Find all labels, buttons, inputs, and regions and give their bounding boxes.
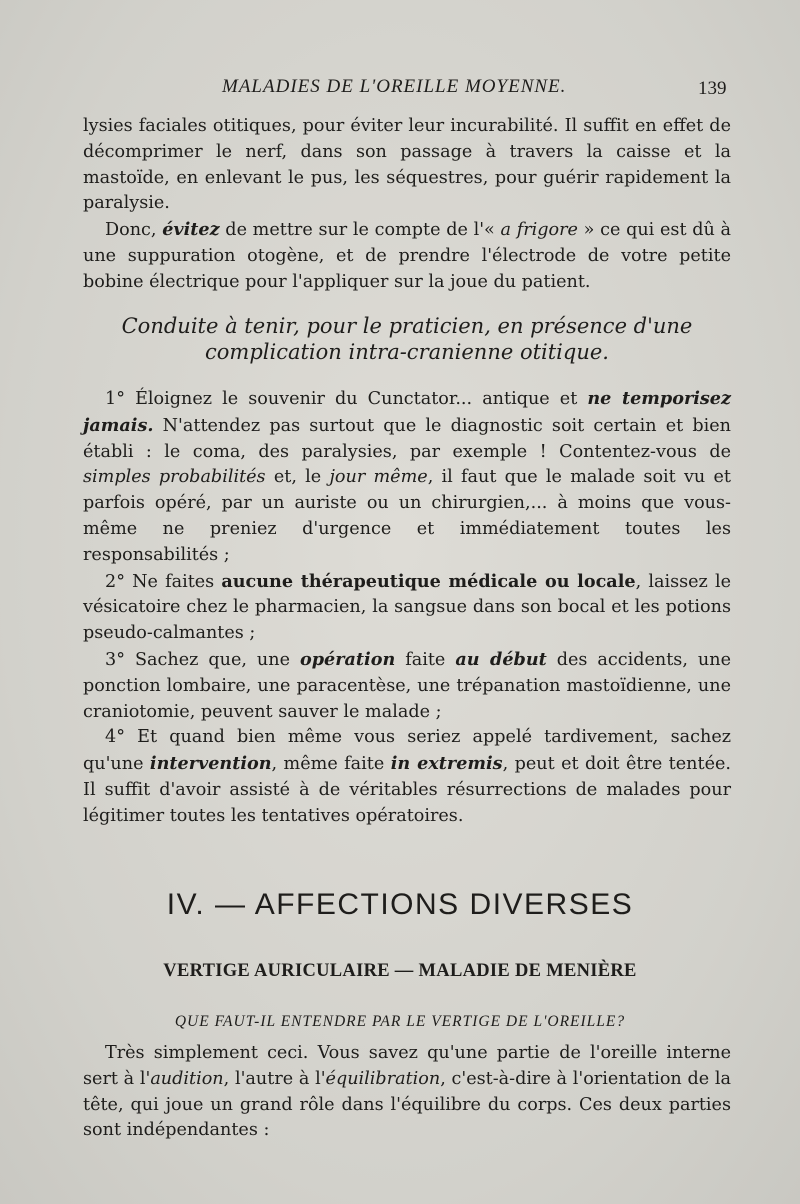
list-item: [83, 569, 731, 647]
text-run: Donc,: [105, 220, 163, 241]
emphasis-intervention: intervention: [149, 753, 272, 775]
list-item: [83, 647, 731, 725]
emphasis-aucune-therapeutique: aucune thérapeutique médicale ou locale: [221, 570, 636, 592]
page-header: [0, 76, 800, 102]
list-item: [83, 386, 731, 569]
text-run: 1° Éloignez le souvenir du Cunctator... antique et: [105, 389, 588, 409]
emphasis-ne-temporisez: ne temporisez jamais.: [83, 388, 731, 436]
text-run: 2° Ne faites: [105, 571, 222, 592]
text-run: , c'est-à-dire à l'orientation de la tête, qui joue un grand rôle dans l'équilibre du corps. Ces deux parties sont indépendantes :: [83, 1068, 731, 1141]
running-head: MALADIES DE L'OREILLE MOYENNE.: [222, 76, 567, 97]
top-text-block: [83, 114, 731, 296]
emphasis-equilibration: équilibration: [325, 1068, 441, 1089]
question-heading: QUE FAUT-IL ENTENDRE PAR LE VERTIGE DE L'OREILLE?: [174, 1013, 626, 1030]
emphasis-a-frigore: a frigore: [500, 220, 578, 241]
text-run: » ce qui est dû à une suppuration otogène, et de prendre l'électrode de votre petite bobine électrique pour l'appliquer sur la joue du patient.: [83, 220, 731, 292]
chapter-title: IV. — AFFECTIONS DIVERSES: [166, 888, 634, 921]
page-number: 139: [698, 78, 727, 99]
list-item: [83, 725, 731, 829]
text-run: faite: [395, 649, 456, 670]
text-run: , l'autre à l': [223, 1068, 326, 1089]
paragraph-facial-paralysis: lysies faciales otitiques, pour éviter leur incurabilité. Il suffit en effet de décomprimer le nerf, dans son passage à travers la caisse et la mastoïde, en enlevant le pus, les séquestres, pour guérir rapidement la paralysie.: [83, 116, 731, 214]
emphasis-jour-meme: jour même: [329, 467, 428, 488]
text-run: de mettre sur le compte de l'«: [219, 220, 501, 241]
emphasis-au-debut: au début: [455, 648, 547, 670]
text-run: , peut et doit être tentée. Il suffit d'avoir assisté à de véritables résurrections de malades pour légitimer toutes les tentatives opératoires.: [83, 754, 731, 826]
text-run: , il faut que le malade soit vu et parfois opéré, par un auriste ou un chirurgien,... à moins que vous-même ne preniez d'urgence et immédiatement toutes les responsabilités ;: [83, 467, 731, 565]
emphasis-in-extremis: in extremis: [390, 753, 503, 775]
emphasis-operation: opération: [300, 648, 396, 670]
paragraph-vertigo-explanation: [83, 1041, 731, 1144]
paragraph-avoid-frigore: [83, 217, 731, 295]
text-run: des accidents, une ponction lombaire, une paracentèse, une trépanation mastoïdienne, une craniotomie, peuvent sauver le malade ;: [83, 649, 731, 722]
text-run: N'attendez pas surtout que le diagnostic soit certain et bien établi : le coma, des paralysies, par exemple ! Contentez-vous de: [83, 415, 731, 462]
text-run: , laissez le vésicatoire chez le pharmacien, la sangsue dans son bocal et les potions pseudo-calmantes ;: [83, 571, 731, 644]
emphasis-simples-probabilites: simples probabilités: [83, 467, 266, 488]
emphasis-audition: audition: [150, 1068, 224, 1089]
emphasis-evitez: évitez: [162, 219, 220, 241]
text-run: , même faite: [271, 754, 391, 775]
section-heading: Conduite à tenir, pour le praticien, en présence d'une complication intra-cranienne otitique.: [121, 314, 693, 364]
text-run: Très simplement ceci. Vous savez qu'une partie de l'oreille interne sert à l': [83, 1043, 731, 1089]
text-run: 3° Sachez que, une: [105, 649, 300, 670]
subheading: VERTIGE AURICULAIRE — MALADIE DE MENIÈRE: [163, 961, 637, 981]
numbered-list: [83, 386, 731, 830]
text-run: et, le: [265, 467, 330, 488]
final-text-block: [83, 1041, 731, 1144]
text-run: 4° Et quand bien même vous seriez appelé tardivement, sachez qu'une: [83, 727, 731, 775]
